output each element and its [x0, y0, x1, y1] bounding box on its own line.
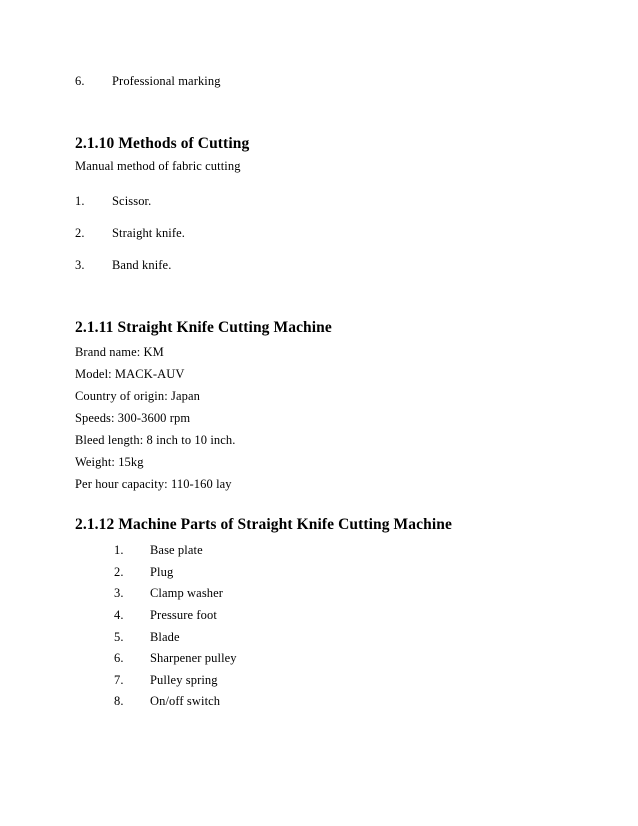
- list-item-number: 6.: [114, 651, 124, 665]
- list-item-text: Sharpener pulley: [150, 651, 237, 665]
- list-item-number: 3.: [114, 586, 124, 600]
- spec-line: Per hour capacity: 110-160 lay: [75, 477, 232, 491]
- list-item-text: Straight knife.: [112, 226, 186, 240]
- section-heading-methods-of-cutting: 2.1.10 Methods of Cutting: [75, 135, 250, 152]
- list-item-number: 5.: [114, 630, 124, 644]
- spec-line: Bleed length: 8 inch to 10 inch.: [75, 433, 236, 447]
- list-item-text: On/off switch: [150, 694, 221, 708]
- list-item-number: 2.: [75, 226, 85, 240]
- list-item-text: Clamp washer: [150, 586, 224, 600]
- spec-line: Weight: 15kg: [75, 455, 144, 469]
- list-item-text: Scissor.: [112, 194, 152, 208]
- section-heading-machine-parts: 2.1.12 Machine Parts of Straight Knife Cutting Machine: [75, 516, 452, 533]
- list-item-number: 2.: [114, 565, 124, 579]
- list-item-number: 6.: [75, 74, 85, 88]
- list-item-text: Base plate: [150, 543, 203, 557]
- spec-line: Brand name: KM: [75, 345, 164, 359]
- section-heading-straight-knife-machine: 2.1.11 Straight Knife Cutting Machine: [75, 319, 332, 336]
- list-item-text: Band knife.: [112, 258, 172, 272]
- list-item-number: 8.: [114, 694, 124, 708]
- list-item-text: Blade: [150, 630, 180, 644]
- list-item-text: Pressure foot: [150, 608, 217, 622]
- list-item-number: 7.: [114, 673, 124, 687]
- spec-line: Speeds: 300-3600 rpm: [75, 411, 191, 425]
- list-item-number: 1.: [114, 543, 124, 557]
- spec-line: Country of origin: Japan: [75, 389, 200, 403]
- list-item-number: 4.: [114, 608, 124, 622]
- section-intro: Manual method of fabric cutting: [75, 159, 241, 173]
- list-item-text: Pulley spring: [150, 673, 218, 687]
- list-item-number: 3.: [75, 258, 85, 272]
- list-item-number: 1.: [75, 194, 85, 208]
- list-item-text: Professional marking: [112, 74, 221, 88]
- list-item-text: Plug: [150, 565, 174, 579]
- spec-line: Model: MACK-AUV: [75, 367, 185, 381]
